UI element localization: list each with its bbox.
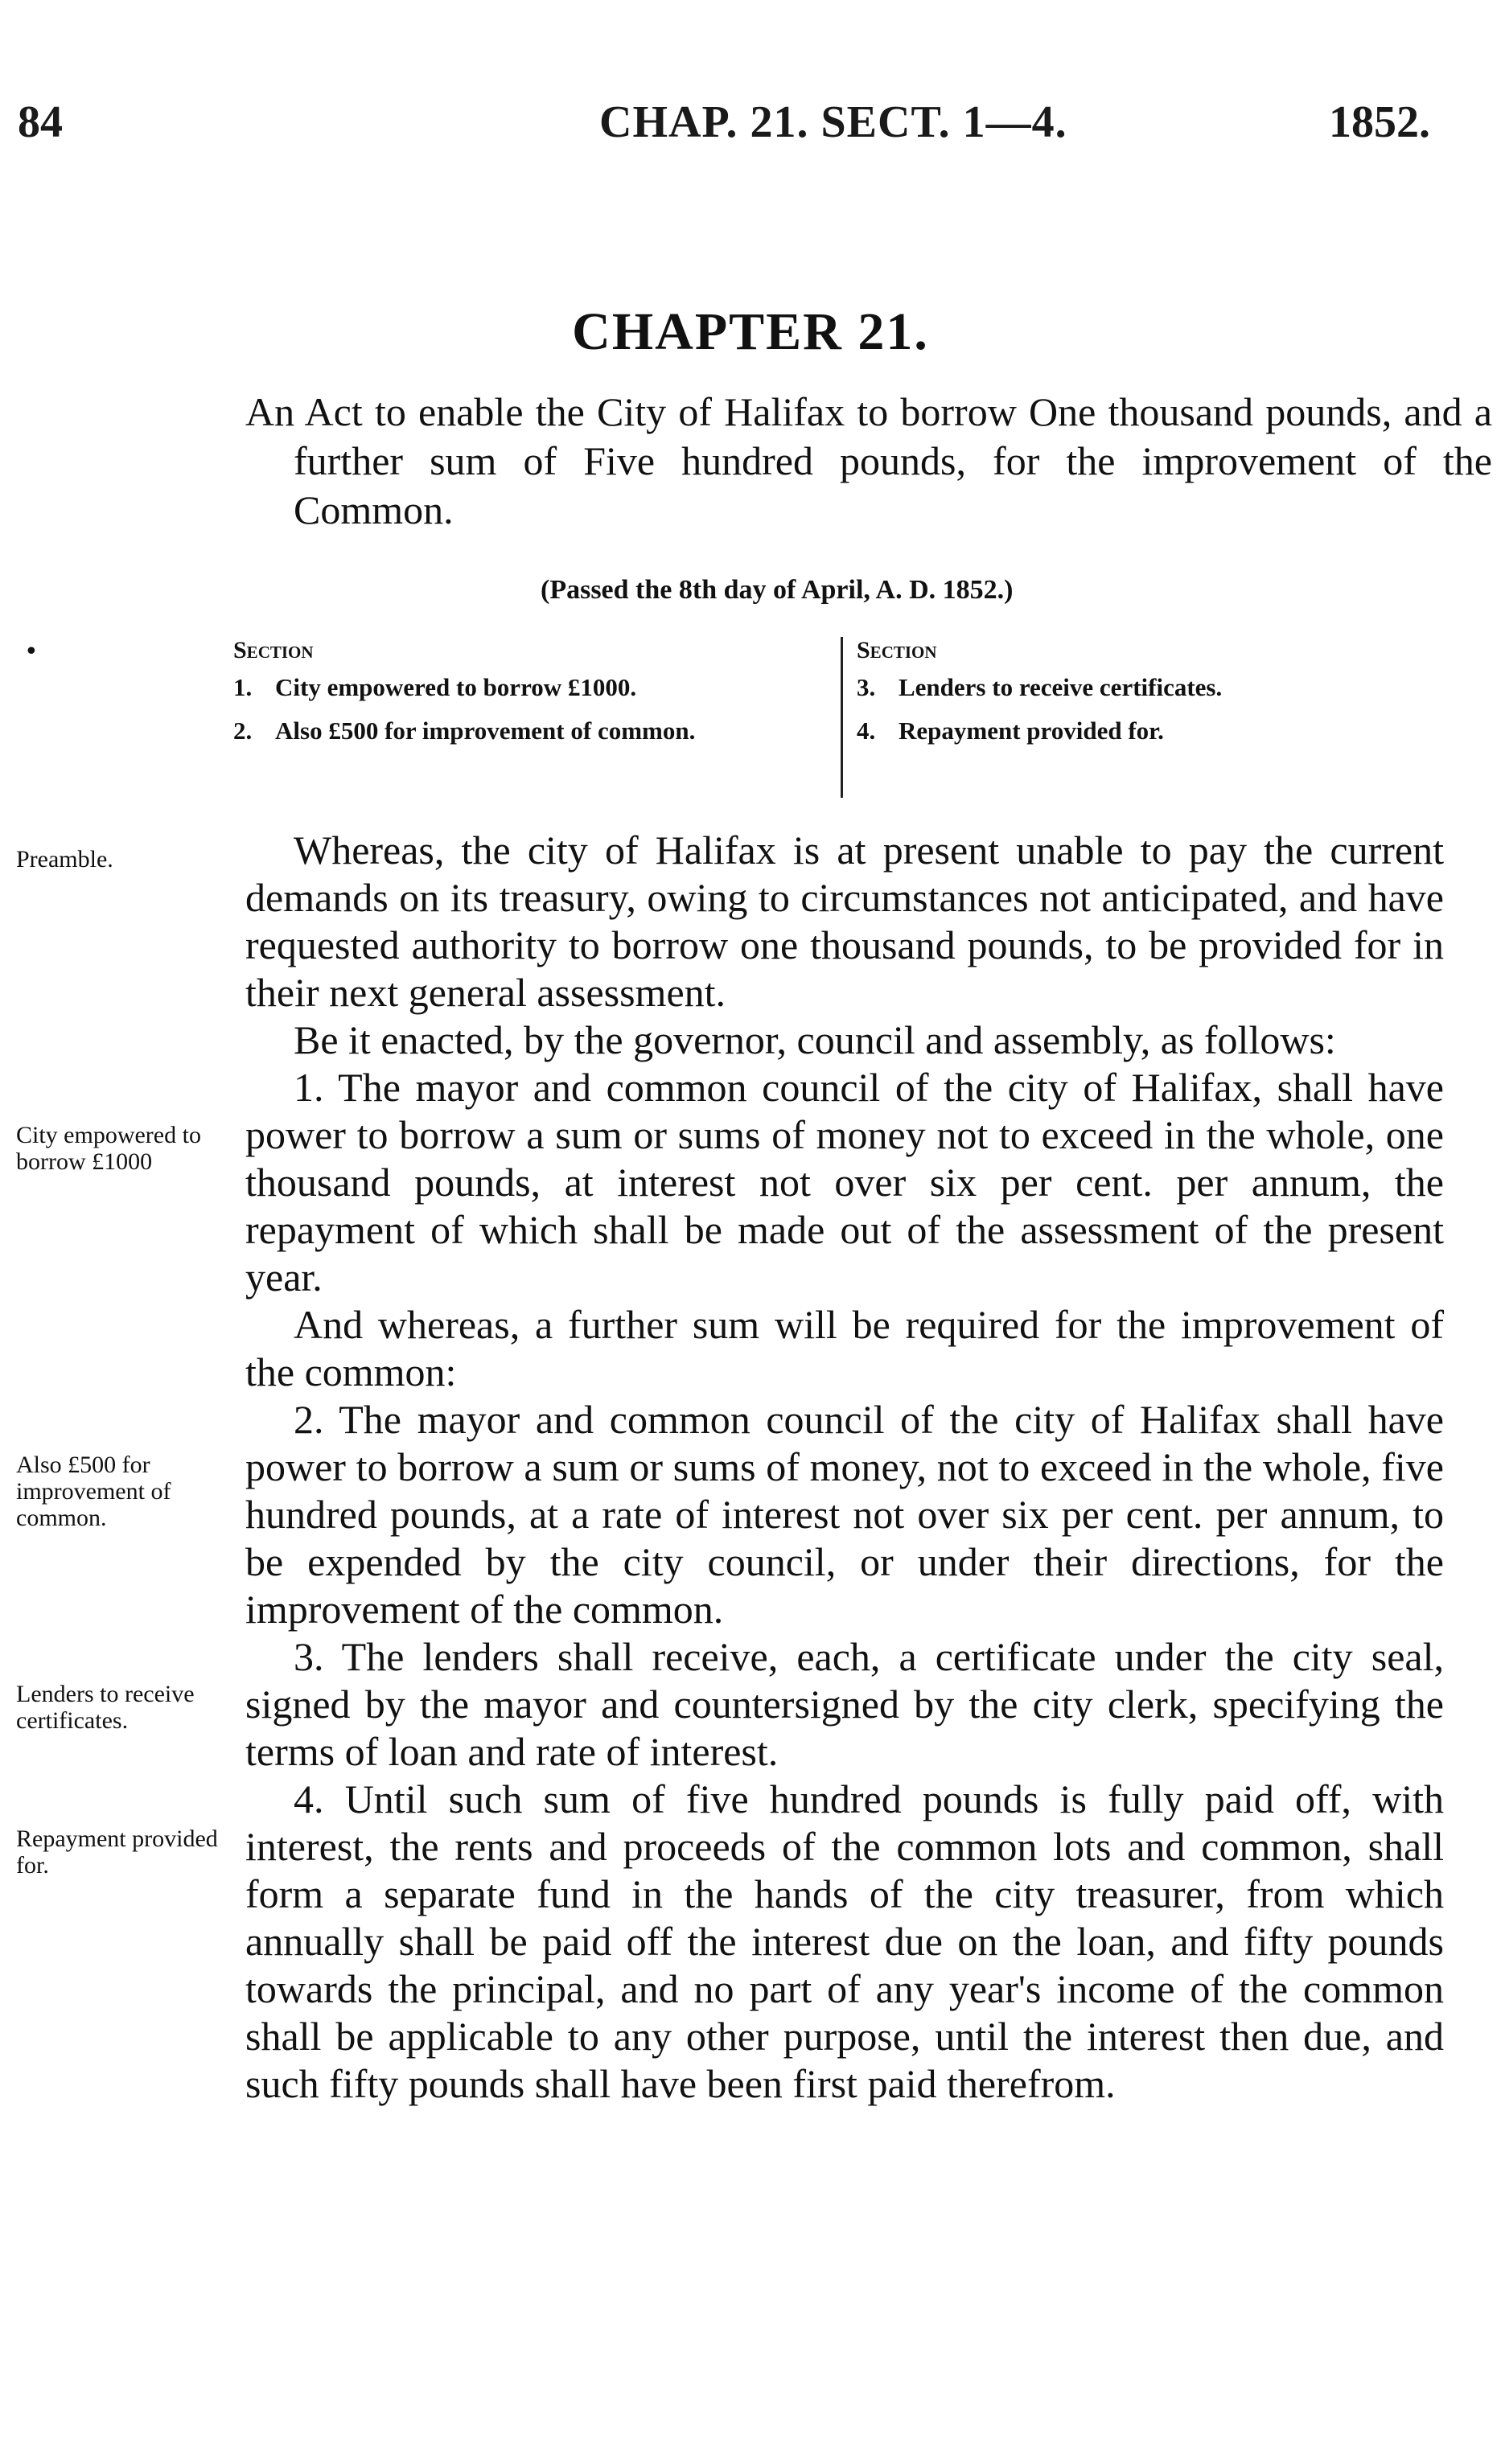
act-title: An Act to enable the City of Halifax to borrow One thousand pounds, and a further sum of Five hundred pounds, for the improvement of the Common. — [245, 389, 1492, 532]
section-3: 3. The lenders shall receive, each, a certificate under the city seal, signed by the mayor and countersigned by the city clerk, specifying the terms of loan and rate of interest. — [245, 1634, 1444, 1774]
running-head: CHAP. 21. SECT. 1—4. — [599, 97, 1067, 147]
passed-date: (Passed the 8th day of April, A. D. 1852.) — [541, 575, 1014, 605]
toc-item-number: 4. — [857, 717, 876, 745]
toc-left-heading: Section — [233, 637, 314, 663]
margin-note-section-2: Also £500 for improvement of common. — [16, 1452, 171, 1531]
section-4: 4. Until such sum of five hundred pounds is fully paid off, with interest, the rents and proceeds of the common lots and common, shall form a separate fund in the hands of the city treasurer, from which annually shall be paid off the interest due on the loan, and fifty pounds towards the principal, and no part of any year's income of the common shall be applicable to any other purpose, until the interest then due, and such fifty pounds shall have been first paid therefrom. — [245, 1776, 1444, 2106]
toc-left-column — [233, 635, 829, 753]
toc-right-column — [857, 635, 1420, 753]
margin-note-section-1: City empowered to borrow £1000 — [16, 1122, 201, 1175]
toc-item-number: 1. — [233, 673, 253, 701]
margin-note-section-4: Repayment provided for. — [16, 1825, 218, 1879]
toc-divider — [841, 637, 843, 798]
running-year: 1852. — [1329, 97, 1430, 147]
toc-item-number: 2. — [233, 717, 253, 745]
section-1: 1. The mayor and common council of the city of Halifax, shall have power to borrow a sum or sums of money not to exceed in the whole, one thousand pounds, at interest not over six per cent. per annum, the repayment of which shall be made out of the assessment of the present year. — [245, 1065, 1444, 1300]
toc-item-text: Repayment provided for. — [899, 717, 1164, 745]
toc-item-text: City empowered to borrow £1000. — [275, 673, 637, 701]
preamble-paragraph: Whereas, the city of Halifax is at present unable to pay the current demands on its treasury, owing to circumstances not anticipated, and have requested authority to borrow one thousand pounds, to be provided for in their next general assessment. — [245, 827, 1444, 1015]
body-text — [245, 827, 1444, 2108]
toc-item-number: 3. — [857, 673, 876, 701]
toc-item — [857, 666, 1420, 709]
toc-right-heading: Section — [857, 637, 937, 663]
section-2: 2. The mayor and common council of the city of Halifax shall have power to borrow a sum or sums of money, not to exceed in the whole, five hundred pounds, at a rate of interest not over six per cent. per annum, to be expended by the city council, or under their directions, for the improvement of the common. — [245, 1397, 1444, 1632]
whereas-paragraph: And whereas, a further sum will be required for the improvement of the common: — [245, 1302, 1444, 1394]
toc-item-text: Also £500 for improvement of common. — [275, 717, 696, 745]
margin-note-preamble: Preamble. — [16, 846, 113, 873]
toc-item — [233, 666, 829, 709]
enacting-clause: Be it enacted, by the governor, council and assembly, as follows: — [294, 1017, 1336, 1062]
margin-note-section-3: Lenders to receive certificates. — [16, 1681, 195, 1734]
chapter-title: CHAPTER 21. — [572, 302, 929, 361]
page-number: 84 — [18, 97, 63, 147]
toc-item — [233, 709, 829, 753]
toc-item-text: Lenders to receive certificates. — [899, 673, 1223, 701]
stray-mark: • — [24, 638, 39, 666]
toc-item — [857, 709, 1420, 753]
